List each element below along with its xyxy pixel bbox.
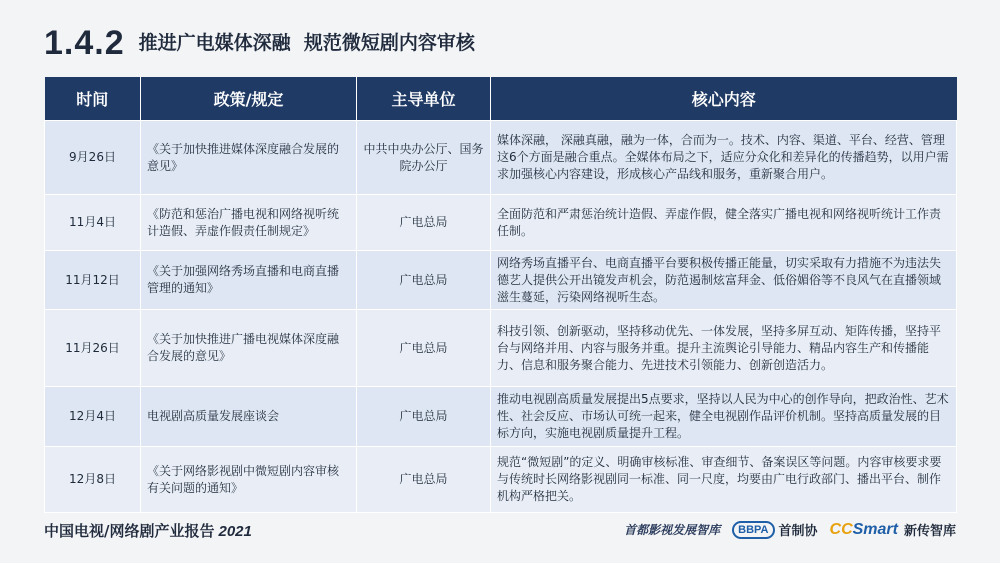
row-date: 12月4日: [45, 387, 141, 447]
report-year: 2021: [218, 523, 252, 540]
row-content: 规范“微短剧”的定义、明确审核标准、审查细节、备案误区等问题。内容审核要求要与传统时长网络影视剧同一标准、同一尺度，均要由广电行政部门、播出平台、制作机构严格把关。: [491, 447, 957, 513]
report-title: [44, 520, 252, 541]
row-unit: 广电总局: [357, 447, 491, 513]
ccsmart-logo-prefix: CC: [829, 520, 853, 538]
row-content: 网络秀场直播平台、电商直播平台要积极传播正能量，切实采取有力措施不为违法失德艺人提供公开出镜发声机会，防范遏制炫富拜金、低俗媚俗等不良风气在直播领域滋生蔓延，污染网络视听生态。: [491, 251, 957, 310]
row-date: 9月26日: [45, 121, 141, 195]
partner-logos: [624, 520, 956, 539]
row-policy: 《关于网络影视剧中微短剧内容审核有关问题的通知》: [141, 447, 357, 513]
column-header-date: 时间: [45, 77, 141, 121]
row-unit: 广电总局: [357, 387, 491, 447]
row-content: 推动电视剧高质量发展提出5点要求，坚持以人民为中心的创作导向，把政治性、艺术性、社会反应、市场认可统一起来，健全电视剧作品评价机制。坚持高质量发展的目标方向，实施电视剧质量提升工程。: [491, 387, 957, 447]
ccsmart-logo: [830, 521, 898, 539]
row-unit: 中共中央办公厅、国务院办公厅: [357, 121, 491, 195]
policy-table: [44, 77, 957, 513]
column-header-content: 核心内容: [491, 77, 957, 121]
page-title: 推进广电媒体深融 规范微短剧内容审核: [138, 32, 475, 54]
table-header-row: [45, 77, 957, 121]
ccsmart-name: 新传智库: [903, 524, 956, 539]
row-unit: 广电总局: [357, 195, 491, 251]
row-policy: 《防范和惩治广播电视和网络视听统计造假、弄虚作假责任制规定》: [141, 195, 357, 251]
bbpa-logo: BBPA: [732, 521, 774, 539]
row-unit: 广电总局: [357, 310, 491, 387]
row-policy: 电视剧高质量发展座谈会: [141, 387, 357, 447]
section-number: 1.4.2: [44, 24, 125, 62]
bbpa-name: 首制协: [778, 524, 818, 539]
table-row: [45, 447, 957, 513]
row-date: 12月8日: [45, 447, 141, 513]
row-date: 11月4日: [45, 195, 141, 251]
table-row: [45, 195, 957, 251]
row-unit: 广电总局: [357, 251, 491, 310]
row-policy: 《关于加快推进媒体深度融合发展的意见》: [141, 121, 357, 195]
row-content: 科技引领、创新驱动，坚持移动优先、一体发展，坚持多屏互动、矩阵传播，坚持平台与网络并用、内容与服务并重。提升主流舆论引导能力、精品内容生产和传播能力、信息和服务聚合能力、先进技术引领能力、创新创造活力。: [491, 310, 957, 387]
column-header-policy: 政策/规定: [141, 77, 357, 121]
table-row: [45, 310, 957, 387]
report-title-text: 中国电视/网络剧产业报告: [44, 522, 215, 540]
think-tank-logo: 首都影视发展智库: [624, 523, 721, 537]
row-content: 全面防范和严肃惩治统计造假、弄虚作假，健全落实广播电视和网络视听统计工作责任制。: [491, 195, 957, 251]
row-policy: 《关于加快推进广播电视媒体深度融合发展的意见》: [141, 310, 357, 387]
column-header-unit: 主导单位: [357, 77, 491, 121]
table-row: [45, 387, 957, 447]
row-date: 11月26日: [45, 310, 141, 387]
ccsmart-logo-suffix: Smart: [852, 520, 898, 538]
row-content: 媒体深融， 深融真融，融为一体，合而为一。技术、内容、渠道、平台、经营、管理这6个方面是融合重点。全媒体布局之下，适应分众化和差异化的传播趋势，以用户需求加强核心内容建设，形成核心产品线和服务，重新聚合用户。: [491, 121, 957, 195]
row-date: 11月12日: [45, 251, 141, 310]
page-header: [44, 24, 475, 63]
table-row: [45, 251, 957, 310]
row-policy: 《关于加强网络秀场直播和电商直播管理的通知》: [141, 251, 357, 310]
table-row: [45, 121, 957, 195]
